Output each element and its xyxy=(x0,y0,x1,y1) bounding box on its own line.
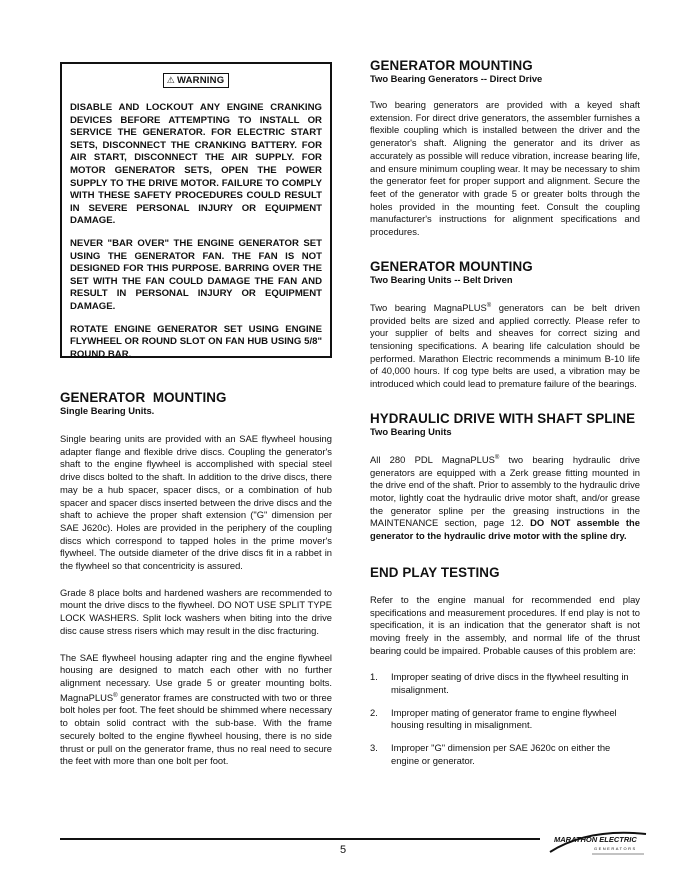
text-run: Two bearing MagnaPLUS xyxy=(370,301,487,313)
body-paragraph xyxy=(60,652,332,768)
bold-text-run: DO NOT assemble the generator to the hydraulic drive motor with the spline dry. xyxy=(370,517,640,542)
section-belt-driven xyxy=(370,259,640,391)
section-subtitle: Two Bearing Units xyxy=(370,425,452,437)
warning-header xyxy=(70,70,322,88)
warning-paragraph-3: ROTATE ENGINE GENERATOR SET USING ENGINE FLYWHEEL OR ROUND SLOT ON FAN HUB USING 5/8" ROUND BAR. xyxy=(70,323,322,360)
registered-mark: ® xyxy=(486,302,492,309)
text-run: generators can be belt driven provided belts are sized and applied correctly. Please refer to your supplier of belts and sheaves for correct sizing and tensioning specifications. A bearing life calculation should be performed. Marathon Electric recommends a minimum B-10 life of 40,000 hours. If cog type belts are used, a vibration may be introduced which could lead to premature failure of the bearings. xyxy=(370,301,640,390)
body-paragraph: Single bearing units are provided with an SAE flywheel housing adapter flange and flexible drive discs. Coupling the generator's shaft to the engine flywheel is accomplished with special steel drive discs bolted to the shaft. In addition to the drive discs, there may be a hub spacer, spacer discs, or a combination of hub spacer and spacer discs inserted between the drive discs and the shaft to achieve the proper shaft extension ("G" dimension per SAE J620c). Holes are provided in the periphery of the coupling discs which correspond to tapped holes in the prime mover's flywheel. The outside diameter of the drive discs fit in a rabbet in the flywheel so that concentricity is assured. xyxy=(60,433,332,572)
footer-rule xyxy=(60,838,540,840)
text-run: generator frames are constructed with two or three bolt holes per foot. The feet should be shimmed where necessary to obtain solid contract with the sub-base. With the frame securely bolted to the engine flywheel housing, there is no side thrust or pull on the generator frame, thus no real need to secure the feet with more than one bolt per foot. xyxy=(60,691,332,767)
section-subtitle: Single Bearing Units. xyxy=(60,405,155,416)
section-end-play xyxy=(370,565,640,768)
body-paragraph xyxy=(370,452,640,543)
body-paragraph: Two bearing generators are provided with a keyed shaft extension. For direct drive generators, the assembler furnishes a flexible coupling which is installed between the driver and the generator's shaft. Aligning the generator and its driver as accurately as possible will reduce vibration, increase bearing life, and ensure minimum coupling wear. It may be necessary to shim the generator feet for proper support and alignment. Secure the feet of the generator with grade 5 or greater bolts through the holes provided in the mounting feet. Consult the coupling manufacturer's instructions for alignment specifications and procedures. xyxy=(370,99,640,238)
warning-triangle-icon: ⚠ xyxy=(166,75,175,85)
body-paragraph: Grade 8 place bolts and hardened washers are recommended to mount the drive discs to the flywheel. DO NOT USE SPLIT TYPE LOCK WASHERS. Split lock washers when biting into the drive disc cause stress risers which may result in the disc fracturing. xyxy=(60,586,332,636)
text-run: two bearing hydraulic drive generators are equipped with a Zerk grease fitting mounted in the drive end of the shaft. Prior to assembly to the hydraulic drive motor, lightly coat the hydraulic drive motor shaft, and/or grease the generator spline per the greasing instructions in the MAINTENANCE section, page 12. xyxy=(370,453,641,529)
warning-label-text: WARNING xyxy=(176,75,225,86)
left-column xyxy=(60,56,332,779)
body-paragraph: Refer to the engine manual for recommended end play specifications and measurement procedures. If end play is not to specification, it is an indication that the generator shaft is not moving freely in the assembly, and normal life of the thrust bearing could be impaired. Probable causes of this problem are: xyxy=(370,593,640,656)
page-number: 5 xyxy=(340,844,347,856)
causes-list xyxy=(370,671,640,767)
list-number: 1. xyxy=(370,671,378,683)
text-run: The SAE flywheel housing adapter ring and the engine flywheel housing are designed to match each other with no further alignment necessary. Use grade 5 or greater mounting bolts. MagnaPLUS xyxy=(60,651,332,703)
text-run: All 280 PDL MagnaPLUS xyxy=(370,453,495,465)
section-subtitle: Two Bearing Units -- Belt Driven xyxy=(370,273,513,285)
logo-subtext: GENERATORS xyxy=(594,846,637,851)
section-direct-drive xyxy=(370,58,640,239)
registered-mark: ® xyxy=(494,454,500,461)
warning-paragraph-2: NEVER "BAR OVER" THE ENGINE GENERATOR SET USING THE GENERATOR FAN. THE FAN IS NOT DESIGNED FOR THIS PURPOSE. BARRING OVER THE SET WITH THE FAN COULD DAMAGE THE FAN AND RESULT IN PERSONAL INJURY OR EQUIPMENT DAMAGE. xyxy=(70,237,322,312)
list-item xyxy=(370,671,640,696)
warning-label xyxy=(163,73,230,88)
section-title: GENERATOR MOUNTING xyxy=(370,258,533,274)
logo-text: MARATHON ELECTRIC xyxy=(554,835,637,844)
section-title: HYDRAULIC DRIVE WITH SHAFT SPLINE xyxy=(370,410,636,426)
body-paragraph xyxy=(370,300,640,391)
right-column xyxy=(370,58,640,778)
list-number: 3. xyxy=(370,742,378,754)
marathon-electric-logo xyxy=(548,826,648,860)
section-subtitle: Two Bearing Generators -- Direct Drive xyxy=(370,73,543,84)
section-hydraulic-drive xyxy=(370,411,640,543)
list-text: Improper "G" dimension per SAE J620c on either the engine or generator. xyxy=(391,742,611,766)
warning-box xyxy=(60,62,332,358)
list-number: 2. xyxy=(370,706,378,718)
list-text: Improper seating of drive discs in the flywheel resulting in misalignment. xyxy=(391,671,629,696)
section-title: GENERATOR MOUNTING xyxy=(60,390,227,405)
warning-paragraph-1: DISABLE AND LOCKOUT ANY ENGINE CRANKING DEVICES BEFORE ATTEMPTING TO INSTALL OR SERVICE THE GENERATOR. FOR ELECTRIC START SETS, DISCONNECT THE CRANKING BATTERY. FOR AIR START, DISCONNECT THE AIR SUPPLY. FOR MOTOR GENERATOR SETS, OPEN THE POWER SUPPLY TO THE DRIVE MOTOR. FAILURE TO COMPLY WITH THESE SAFETY PROCEDURES COULD RESULT IN SEVERE PERSONAL INJURY OR EQUIPMENT DAMAGE. xyxy=(70,102,322,227)
section-single-bearing xyxy=(60,390,332,768)
registered-mark: ® xyxy=(113,692,118,699)
list-item xyxy=(370,742,640,767)
section-title: GENERATOR MOUNTING xyxy=(370,58,533,73)
section-title: END PLAY TESTING xyxy=(370,564,500,580)
list-text: Improper mating of generator frame to engine flywheel housing resulting in misalignment. xyxy=(391,706,617,731)
list-item xyxy=(370,707,640,732)
